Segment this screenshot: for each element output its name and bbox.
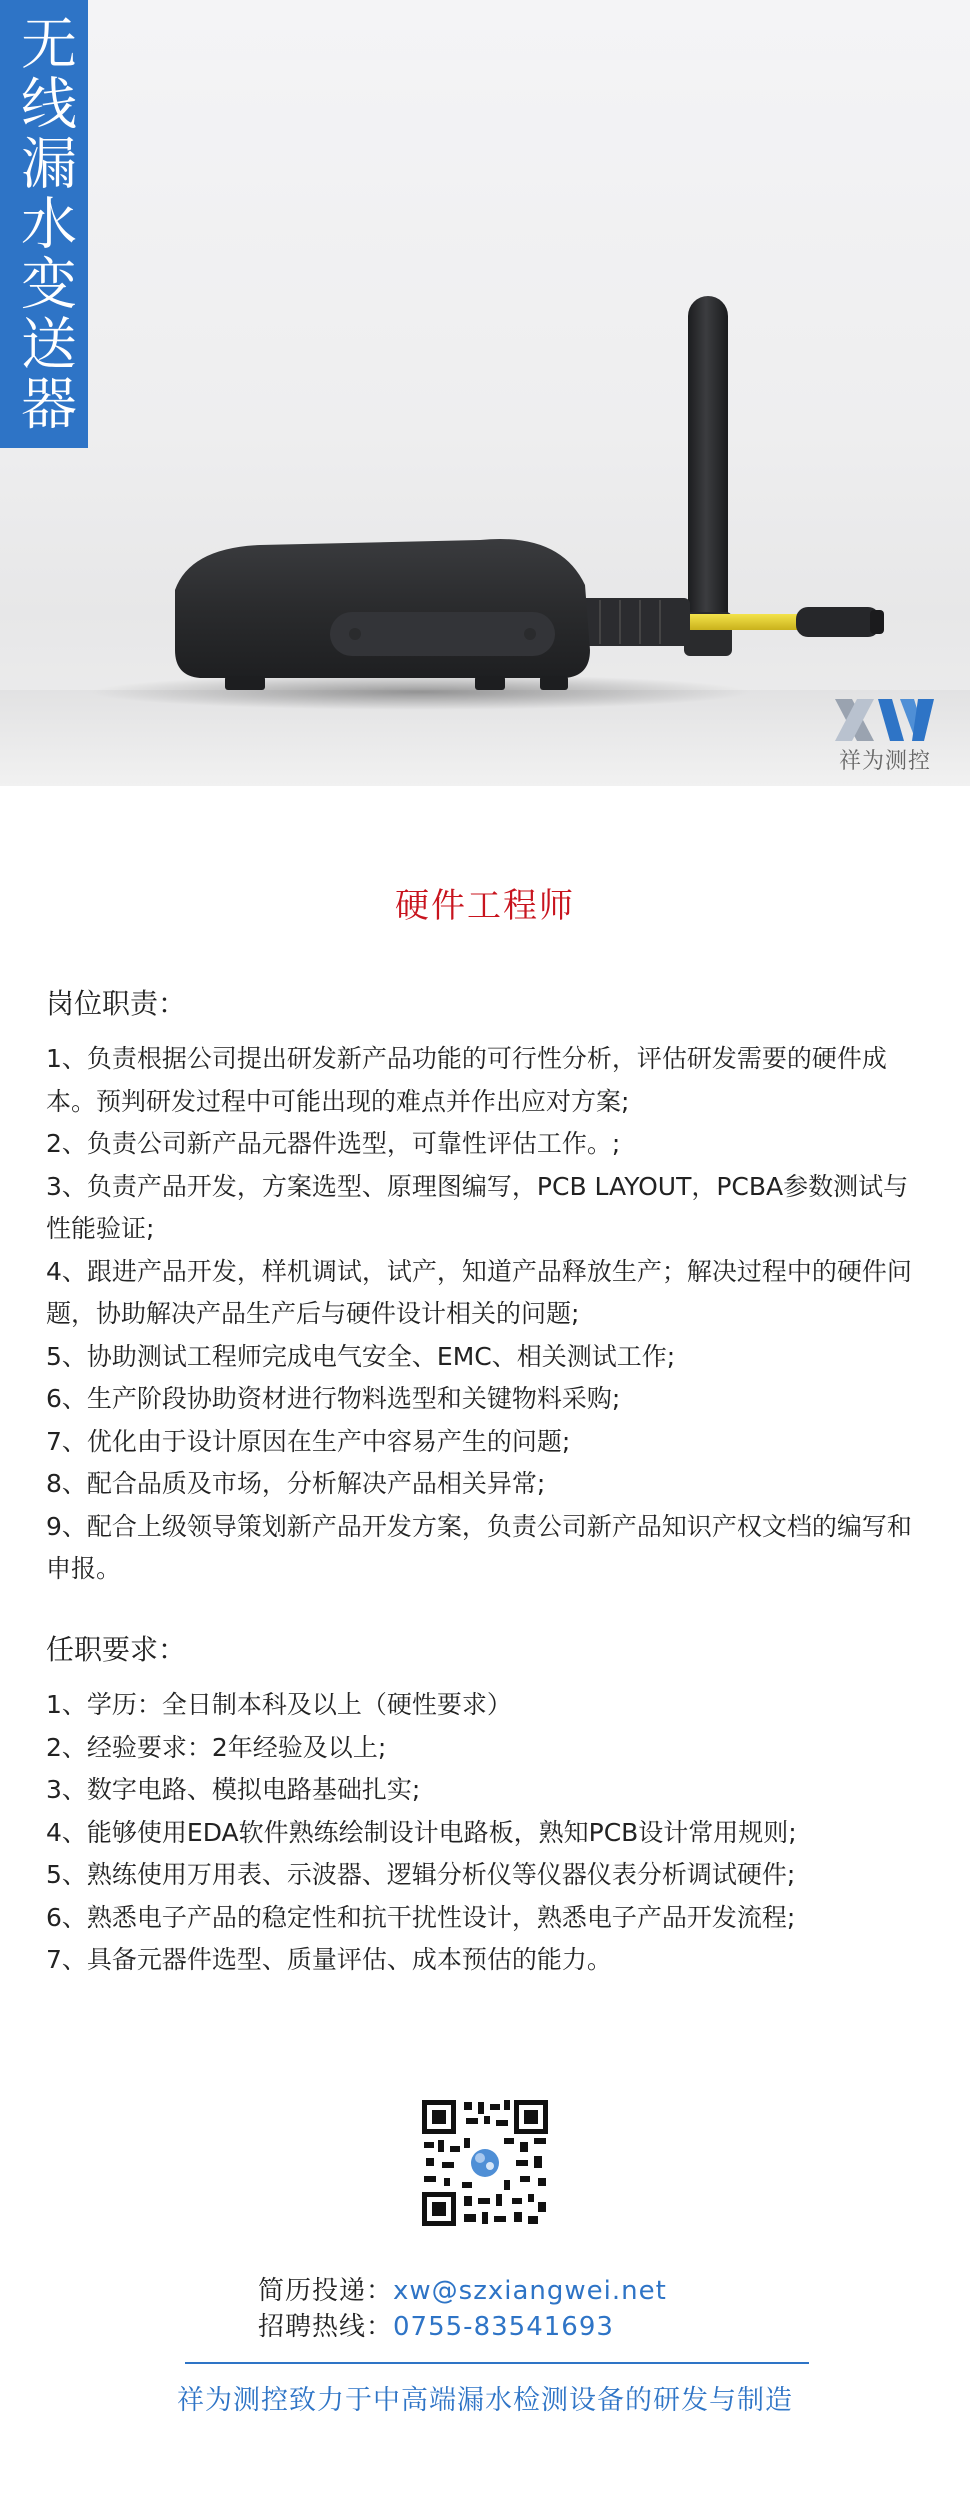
list-item: 3、负责产品开发，方案选型、原理图编写，PCB LAYOUT，PCBA参数测试与性能验证; [46, 1171, 909, 1243]
list-item: 3、数字电路、模拟电路基础扎实; [46, 1775, 421, 1804]
list-item: 4、能够使用EDA软件熟练绘制设计电路板，熟知PCB设计常用规则; [46, 1817, 797, 1847]
qr-code-icon[interactable] [420, 2098, 550, 2228]
requirements-list [46, 1684, 926, 1982]
hero-banner [0, 0, 970, 786]
list-item: 1、学历：全日制本科及以上（硬性要求） [46, 1690, 512, 1719]
company-logo [830, 695, 940, 775]
list-item: 9、配合上级领导策划新产品开发方案，负责公司新产品知识产权文档的编写和申报。 [46, 1511, 912, 1583]
hotline-label: 招聘热线： [258, 2312, 394, 2342]
list-item: 5、协助测试工程师完成电气安全、EMC、相关测试工作; [46, 1341, 676, 1371]
list-item: 6、熟悉电子产品的稳定性和抗干扰性设计，熟悉电子产品开发流程; [46, 1902, 796, 1932]
duties-heading: 岗位职责： [46, 987, 187, 1020]
list-item: 5、熟练使用万用表、示波器、逻辑分析仪等仪器仪表分析调试硬件; [46, 1860, 796, 1889]
company-slogan: 祥为测控致力于中高端漏水检测设备的研发与制造 [177, 2385, 793, 2416]
duties-list [46, 1038, 926, 1591]
product-image [0, 0, 970, 786]
list-item: 6、生产阶段协助资材进行物料选型和关键物料采购; [46, 1384, 621, 1413]
resume-contact [258, 2270, 667, 2307]
hotline-contact [258, 2306, 614, 2343]
product-name-banner [0, 0, 88, 448]
list-item: 2、负责公司新产品元器件选型，可靠性评估工作。; [46, 1129, 621, 1158]
company-logo-text: 祥为测控 [838, 749, 931, 774]
list-item: 7、优化由于设计原因在生产中容易产生的问题; [46, 1426, 571, 1456]
xw-logo-icon [830, 695, 940, 747]
list-item: 2、经验要求：2年经验及以上; [46, 1732, 387, 1762]
hotline-phone-link[interactable]: 0755-83541693 [393, 2312, 614, 2342]
footer-divider [185, 2362, 809, 2364]
resume-label: 简历投递： [258, 2276, 394, 2306]
list-item: 1、负责根据公司提出研发新产品功能的可行性分析，评估研发需要的硬件成本。预判研发过程中可能出现的难点并作出应对方案; [46, 1044, 887, 1116]
requirements-heading: 任职要求： [46, 1633, 187, 1666]
list-item: 7、具备元器件选型、质量评估、成本预估的能力。 [46, 1945, 612, 1974]
list-item: 8、配合品质及市场，分析解决产品相关异常; [46, 1469, 546, 1498]
job-title: 硬件工程师 [395, 886, 575, 926]
product-name: 无线漏水变送器 [12, 14, 77, 434]
list-item: 4、跟进产品开发，样机调试，试产，知道产品释放生产；解决过程中的硬件问题，协助解决产品生产后与硬件设计相关的问题; [46, 1256, 912, 1328]
resume-email-link[interactable]: xw@szxiangwei.net [393, 2276, 667, 2306]
